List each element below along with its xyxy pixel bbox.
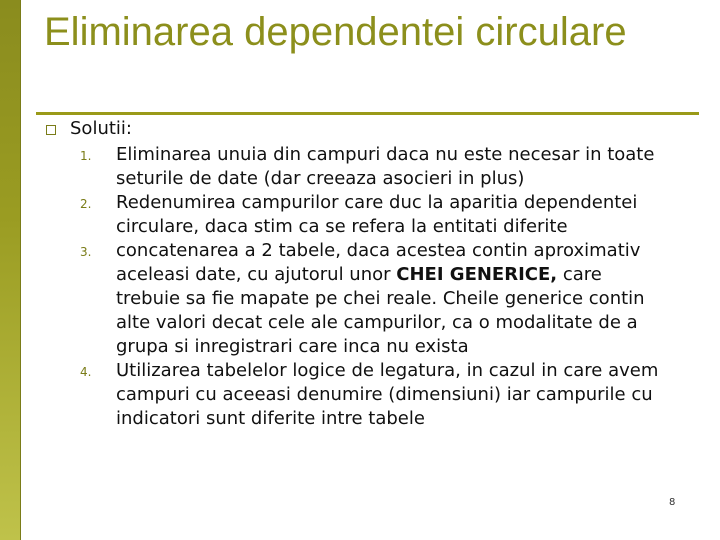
item-text: Eliminarea unuia din campuri daca nu este necesar in toate seturile de date (dar creeaza asocieri in plus) [116,144,655,189]
item-text: Redenumirea campurilor care duc la aparitia dependentei circulare, daca stim ca se refera la entitati diferite [116,192,638,237]
square-bullet-icon [46,125,56,135]
solutions-list [70,143,670,431]
title-divider [36,112,699,115]
item-number: 1. [80,149,92,163]
item-text-after: care trebuie sa fie mapate pe chei reale. Cheile generice contin alte valori decat cele ale campurilor, ca o modalitate de a grupa si inregistrari care inca nu exista [116,264,645,357]
list-item [70,191,670,239]
list-item [70,359,670,431]
item-number: 2. [80,197,92,211]
bullet-label: Solutii: [70,118,132,139]
item-number: 3. [80,245,92,259]
slide-title: Eliminarea dependentei circulare [44,10,627,54]
item-text-bold: CHEI GENERICE, [396,264,558,285]
item-text-before: concatenarea a 2 tabele, daca acestea contin aproximativ aceleasi date, cu ajutorul unor [116,240,641,285]
left-accent-bar [0,0,21,540]
list-item [70,143,670,191]
item-text [116,240,645,357]
item-text: Utilizarea tabelelor logice de legatura, in cazul in care avem campuri cu aceeasi denumire (dimensiuni) iar campurile cu indicatori sunt diferite intre tabele [116,360,659,429]
page-number: 8 [669,497,676,508]
item-number: 4. [80,365,92,379]
list-item [70,239,670,359]
